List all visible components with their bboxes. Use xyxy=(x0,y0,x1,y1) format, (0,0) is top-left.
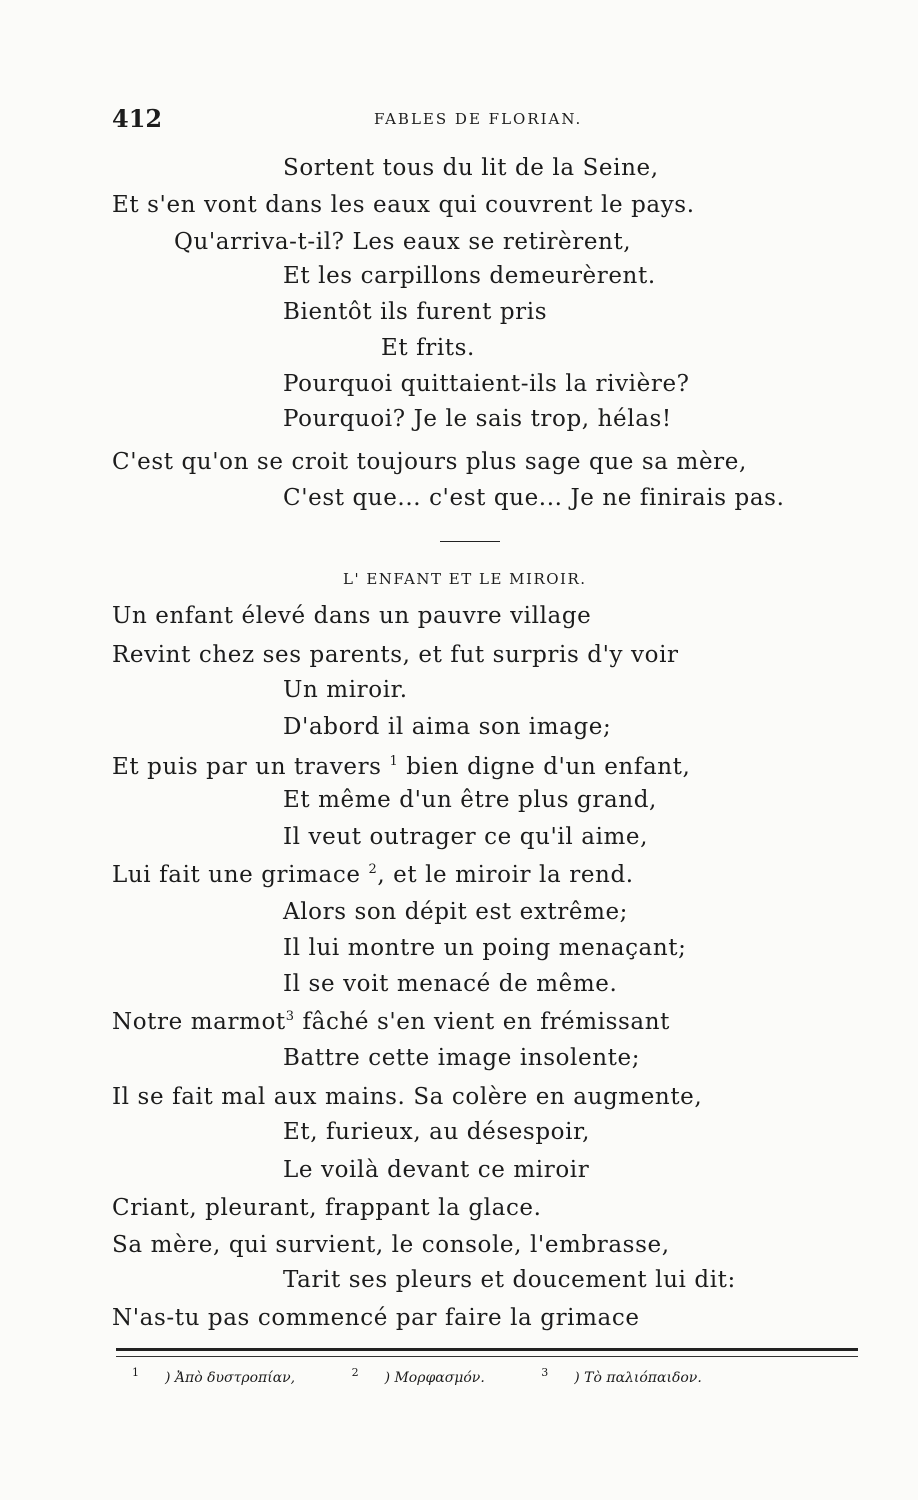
footnote-text: ) Ἀπὸ δυστροπίαν, xyxy=(165,1370,296,1386)
footnote-rule xyxy=(116,1356,858,1357)
verse-line: Et même d'un être plus grand, xyxy=(283,787,657,813)
verse-text: fâché s'en vient en frémissant xyxy=(294,1009,670,1035)
verse-line: Sortent tous du lit de la Seine, xyxy=(283,155,659,181)
verse-line: Un enfant élevé dans un pauvre village xyxy=(112,603,592,629)
verse-line: Criant, pleurant, frappant la glace. xyxy=(112,1195,542,1221)
footnote-3 xyxy=(541,1366,728,1386)
page-number: 412 xyxy=(112,104,163,133)
verse-text: Lui fait une grimace xyxy=(112,862,369,888)
footnote-ref: 1 xyxy=(389,754,399,769)
verse-line: Et les carpillons demeurèrent. xyxy=(283,263,656,289)
verse-line: Et s'en vont dans les eaux qui couvrent le pays. xyxy=(112,192,695,218)
verse-line: Et frits. xyxy=(381,335,475,361)
footnotes xyxy=(132,1366,754,1386)
verse-line xyxy=(112,1007,670,1037)
footnote-rule xyxy=(116,1348,858,1351)
fable-title: L' ENFANT ET LE MIROIR. xyxy=(343,570,587,588)
verse-line xyxy=(112,860,634,890)
verse-line: Revint chez ses parents, et fut surpris d'y voir xyxy=(112,642,679,668)
footnote-mark: 3 xyxy=(541,1366,549,1379)
verse-line: Il lui montre un poing menaçant; xyxy=(283,935,687,961)
footnote-2 xyxy=(351,1366,511,1386)
verse-line: Le voilà devant ce miroir xyxy=(283,1157,590,1183)
footnote-mark: 1 xyxy=(132,1366,139,1379)
verse-line: Alors son dépit est extrême; xyxy=(283,899,629,925)
verse-line: N'as-tu pas commencé par faire la grimace xyxy=(112,1305,640,1331)
verse-line: Qu'arriva-t-il? Les eaux se retirèrent, xyxy=(174,229,632,255)
footnote-text: ) Μορφασμόν. xyxy=(384,1370,485,1386)
verse-line: Pourquoi? Je le sais trop, hélas! xyxy=(283,406,672,432)
verse-line: Il se fait mal aux mains. Sa colère en augmente, xyxy=(112,1084,703,1110)
footnote-text: ) Τὸ παλιόπαιδον. xyxy=(574,1370,702,1386)
verse-line: Un miroir. xyxy=(283,677,408,703)
footnote-mark: 2 xyxy=(351,1366,359,1379)
verse-line: C'est qu'on se croit toujours plus sage que sa mère, xyxy=(112,449,747,475)
verse-line: Pourquoi quittaient-ils la rivière? xyxy=(283,371,690,397)
verse-line: Et, furieux, au désespoir, xyxy=(283,1119,591,1145)
verse-line: Bientôt ils furent pris xyxy=(283,299,548,325)
verse-text: , et le miroir la rend. xyxy=(377,862,634,888)
verse-line: Il se voit menacé de même. xyxy=(283,971,618,997)
verse-line: Sa mère, qui survient, le console, l'embrasse, xyxy=(112,1232,670,1258)
verse-line: Battre cette image insolente; xyxy=(283,1045,641,1071)
verse-line: Il veut outrager ce qu'il aime, xyxy=(283,824,649,850)
verse-text: Et puis par un travers xyxy=(112,754,390,780)
verse-line: Tarit ses pleurs et doucement lui dit: xyxy=(283,1267,736,1293)
verse-line: D'abord il aima son image; xyxy=(283,714,612,740)
footnote-ref: 2 xyxy=(368,862,378,877)
page-header xyxy=(112,104,724,140)
footnote-ref: 3 xyxy=(285,1009,295,1024)
verse-line xyxy=(112,752,690,782)
verse-text: Notre marmot xyxy=(112,1009,286,1035)
verse-text: bien digne d'un enfant, xyxy=(398,754,691,780)
section-divider xyxy=(440,541,500,542)
footnote-1 xyxy=(132,1366,321,1386)
running-title: FABLES DE FLORIAN. xyxy=(374,110,583,128)
verse-line: C'est que... c'est que... Je ne finirais pas. xyxy=(283,485,785,511)
